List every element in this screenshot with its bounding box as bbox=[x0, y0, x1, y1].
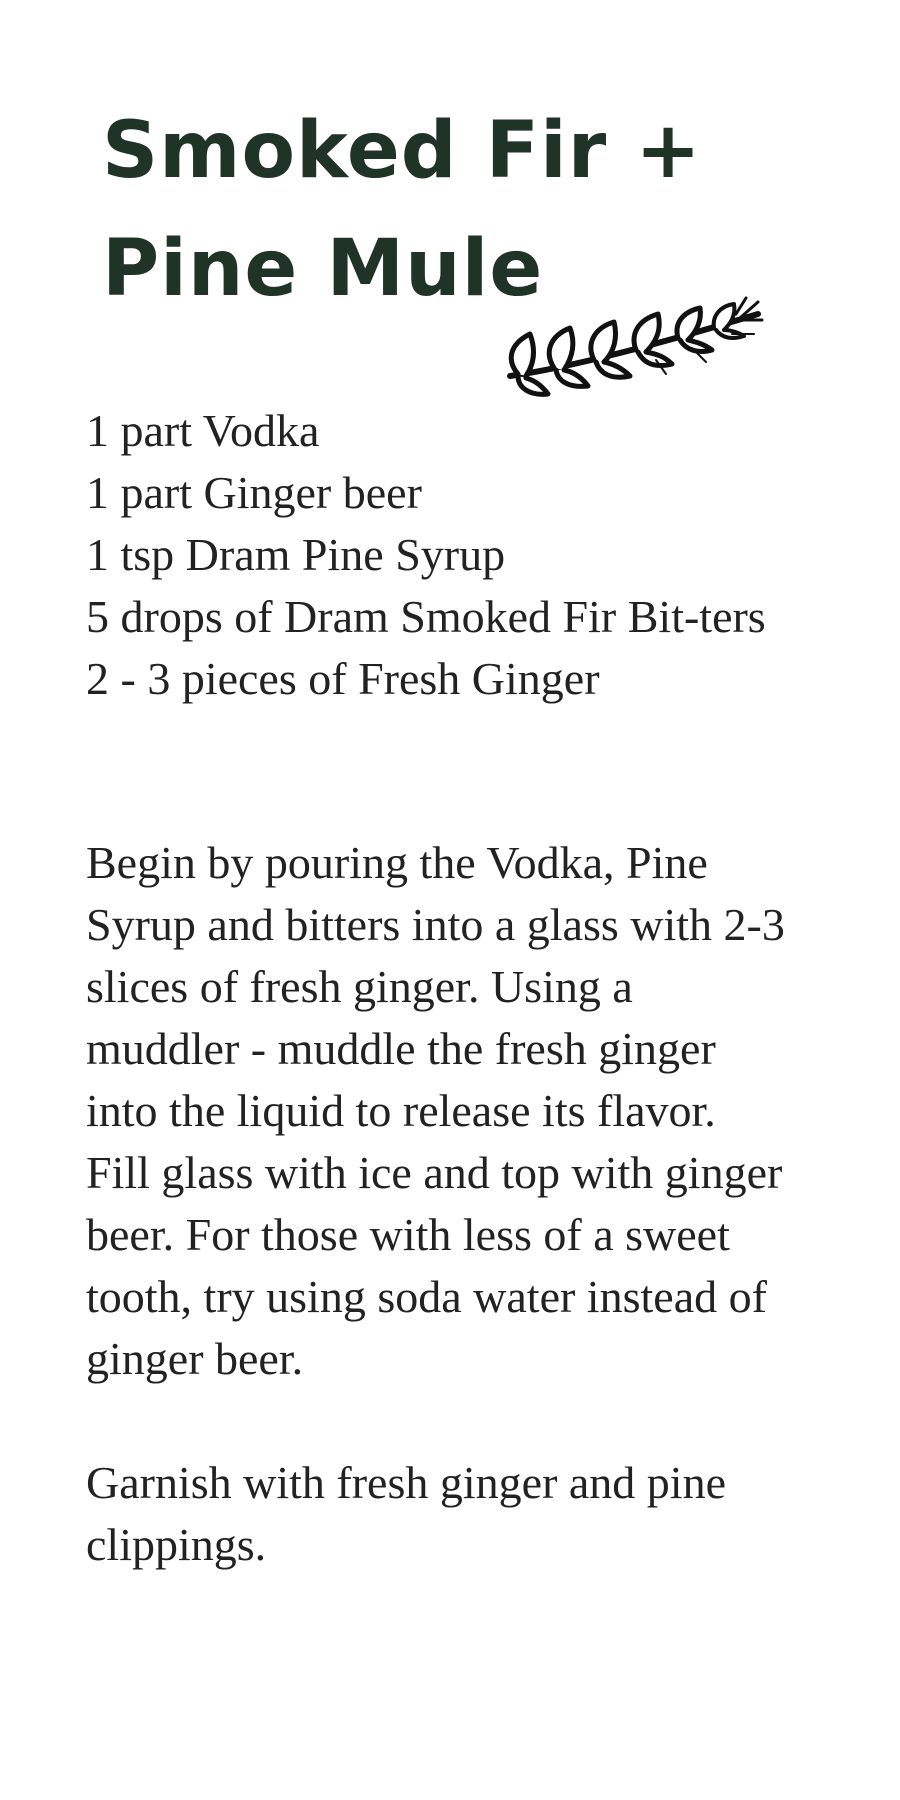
recipe-title-line-2: Pine Mule bbox=[102, 224, 544, 314]
ingredient-item: 5 drops of Dram Smoked Fir Bit-ters bbox=[86, 591, 766, 642]
recipe-title-line-1: Smoked Fir + bbox=[102, 106, 702, 196]
garnish-paragraph: Garnish with fresh ginger and pine clippings. bbox=[86, 1457, 727, 1570]
ingredient-item: 1 part Vodka bbox=[86, 405, 320, 456]
ingredient-item: 1 tsp Dram Pine Syrup bbox=[86, 529, 506, 580]
ingredient-item: 2 - 3 pieces of Fresh Ginger bbox=[86, 653, 600, 704]
method-paragraph: Begin by pouring the Vodka, Pine Syrup and bitters into a glass with 2-3 slices of fresh ginger. Using a muddler - muddle the fresh ginger into the liquid to release its flavor. Fill glass with ice and top with ginger beer. For those with less of a sweet tooth, try using soda water instead of ginger beer. bbox=[86, 837, 785, 1384]
ingredient-list bbox=[86, 400, 786, 710]
ingredient-item: 1 part Ginger beer bbox=[86, 467, 422, 518]
pine-sprig-icon bbox=[496, 290, 766, 400]
